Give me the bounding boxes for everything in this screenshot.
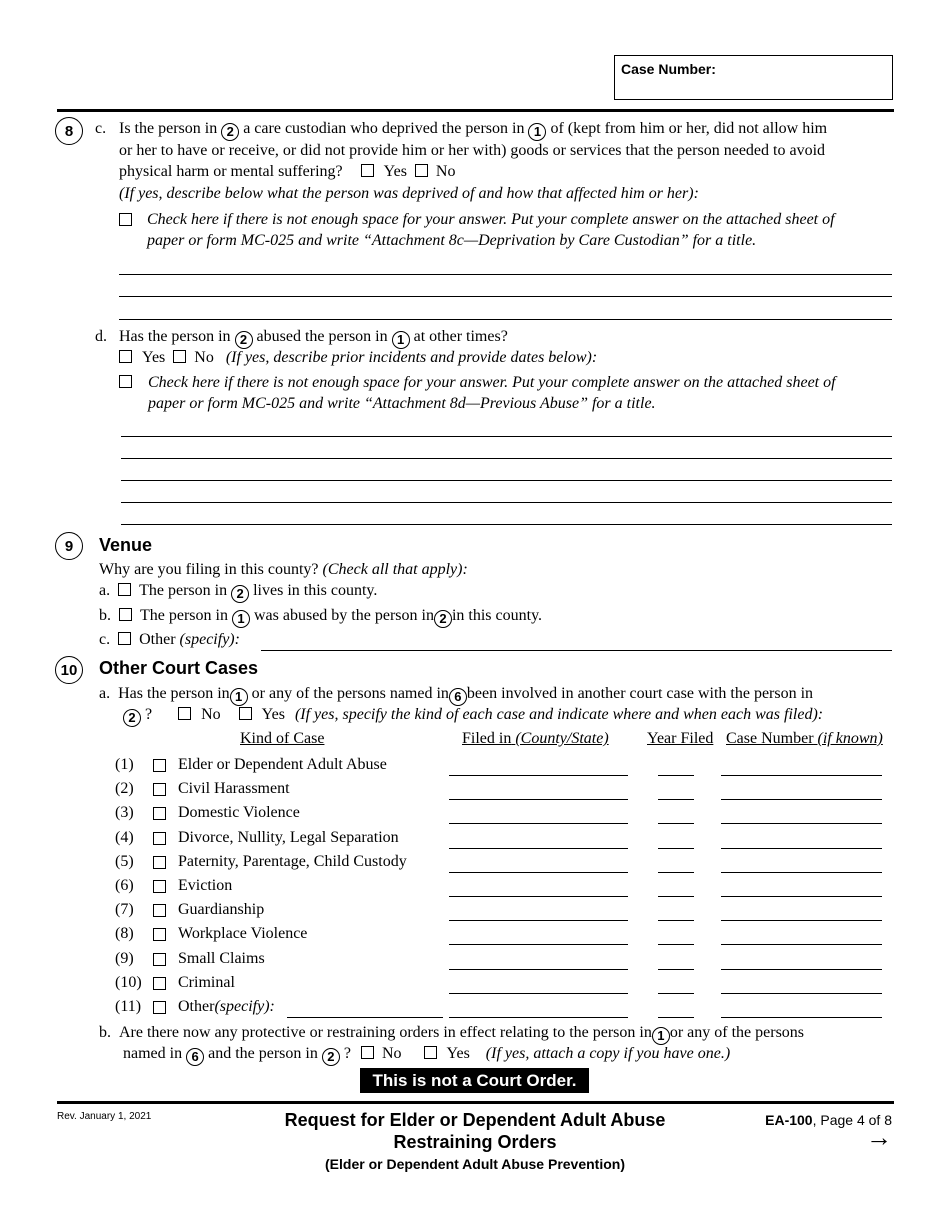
ref-6-badge: 6 [449, 688, 467, 706]
q8d-no-checkbox[interactable] [173, 350, 186, 363]
case-other-checkbox[interactable] [153, 1001, 166, 1014]
case-other-note: (specify): [214, 998, 275, 1015]
q9c-note: (specify): [179, 631, 240, 648]
q8d-text-b: abused the person in [256, 328, 388, 345]
case-filed-line[interactable] [449, 872, 628, 873]
case-row-label: Criminal [178, 974, 235, 991]
case-filed-line[interactable] [449, 799, 628, 800]
q9a-checkbox[interactable] [118, 583, 131, 596]
q8c-text-a: Is the person in [119, 120, 218, 137]
q10a-qmark: ? [145, 706, 153, 723]
q10b-text3: named in [123, 1045, 183, 1062]
q9-question-text: Why are you filing in this county? [99, 561, 319, 578]
q8d-yes-label: Yes [142, 349, 166, 366]
q9a-letter: a. [99, 582, 111, 599]
case-row-label: Eviction [178, 877, 233, 894]
q9c-letter: c. [99, 631, 111, 648]
case-number-box[interactable] [614, 55, 893, 100]
q8c-text-line3: physical harm or mental suffering? [119, 163, 343, 180]
footer-title-2: Restraining Orders [393, 1132, 557, 1152]
case-row-label: Guardianship [178, 901, 265, 918]
q9-question [99, 561, 468, 579]
ref-1-badge: 1 [392, 331, 410, 349]
case-row-other [115, 998, 141, 1016]
case-row-checkbox[interactable] [153, 904, 166, 917]
q9b-checkbox[interactable] [119, 608, 132, 621]
q9b-text1: The person in [140, 607, 228, 624]
case-row-checkbox[interactable] [153, 880, 166, 893]
q8d-letter: d. [95, 328, 107, 345]
case-row-number: (4) [115, 829, 134, 846]
case-year-line[interactable] [658, 823, 694, 824]
ref-2-badge: 2 [434, 610, 452, 628]
q8d-question [119, 328, 508, 349]
q8d-text-a: Has the person in [119, 328, 231, 345]
case-row-number: (7) [115, 901, 134, 918]
case-row-checkbox[interactable] [153, 928, 166, 941]
q10b-line2 [123, 1045, 730, 1066]
case-number-line[interactable] [721, 775, 882, 776]
q8d-answer-line[interactable] [121, 458, 892, 459]
ref-1-badge: 1 [232, 610, 250, 628]
case-row-number: (6) [115, 877, 134, 894]
section-9-number-text: 9 [64, 537, 74, 555]
q10a-letter: a. [99, 685, 111, 702]
case-row-number: (8) [115, 925, 134, 942]
case-other-label [178, 998, 275, 1016]
case-filed-line[interactable] [449, 993, 628, 994]
q8d-answer-line[interactable] [121, 524, 892, 525]
q10b-line1 [99, 1024, 804, 1045]
case-year-line[interactable] [658, 799, 694, 800]
q9a-text2: lives in this county. [253, 582, 378, 599]
q10b-instruction: (If yes, attach a copy if you have one.) [485, 1045, 731, 1062]
q10a-no-checkbox[interactable] [178, 707, 191, 720]
footer-page-number: , Page 4 of 8 [812, 1112, 892, 1128]
q10b-qmark: ? [343, 1045, 351, 1062]
q8d-answer-line[interactable] [121, 502, 892, 503]
case-row-checkbox[interactable] [153, 832, 166, 845]
q10a-text2: or any of the persons named in [251, 685, 449, 702]
case-filed-line[interactable] [449, 944, 628, 945]
ref-2-badge: 2 [221, 123, 239, 141]
q8d-space-checkbox[interactable] [119, 375, 132, 388]
case-filed-line[interactable] [449, 1017, 628, 1018]
q9b-text2: was abused by the person in [253, 607, 434, 624]
case-number-line[interactable] [721, 872, 882, 873]
footer-rev: Rev. January 1, 2021 [57, 1111, 152, 1122]
q10b-yes-label: Yes [446, 1045, 470, 1062]
case-other-specify-line[interactable] [287, 1017, 443, 1018]
case-year-line[interactable] [658, 993, 694, 994]
case-year-line[interactable] [658, 775, 694, 776]
q9a-text1: The person in [139, 582, 228, 599]
q9b-text3: in this county. [451, 607, 543, 624]
q10a-text3: been involved in another court case with the person in [466, 685, 814, 702]
ref-2-badge: 2 [123, 709, 141, 727]
case-row-number: (9) [115, 950, 134, 967]
col-header-filed-text: Filed in [462, 730, 512, 747]
case-filed-line[interactable] [449, 969, 628, 970]
ref-2-badge: 2 [231, 585, 249, 603]
case-number-line[interactable] [721, 799, 882, 800]
col-header-case [726, 730, 883, 748]
case-row-checkbox[interactable] [153, 783, 166, 796]
col-header-case-note: (if known) [817, 730, 883, 747]
section-8-number-text: 8 [64, 122, 74, 140]
footer-form-id: EA-100 [765, 1112, 813, 1128]
q10b-yes-checkbox[interactable] [424, 1046, 437, 1059]
case-filed-line[interactable] [449, 848, 628, 849]
q9-option-a [99, 582, 377, 603]
ref-1-badge: 1 [652, 1027, 670, 1045]
q9-question-note: (Check all that apply): [322, 561, 468, 578]
q8c-line1 [119, 120, 827, 141]
q10a-yes-label: Yes [261, 706, 285, 723]
ref-2-badge: 2 [235, 331, 253, 349]
q10a-yes-checkbox[interactable] [239, 707, 252, 720]
q10b-text1: Are there now any protective or restraining orders in effect relating to the person in [119, 1024, 652, 1041]
q8c-space-checkbox[interactable] [119, 213, 132, 226]
q10b-no-label: No [381, 1045, 402, 1062]
footer-rule [57, 1101, 894, 1104]
next-page-arrow-icon[interactable]: → [866, 1122, 892, 1152]
col-header-filed-note: (County/State) [515, 730, 609, 747]
q10a-line2 [123, 706, 823, 727]
case-year-line[interactable] [658, 848, 694, 849]
case-year-line[interactable] [658, 920, 694, 921]
q8c-answer-line[interactable] [119, 274, 892, 275]
q8c-text-b: a care custodian who deprived the person in [243, 120, 525, 137]
case-filed-line[interactable] [449, 896, 628, 897]
top-rule [57, 109, 894, 112]
case-filed-line[interactable] [449, 920, 628, 921]
q9c-specify-line[interactable] [261, 650, 892, 651]
ref-6-badge: 6 [186, 1048, 204, 1066]
col-header-kind: Kind of Case [240, 730, 325, 747]
q8d-text-c: at other times? [413, 328, 508, 345]
q10b-letter: b. [99, 1024, 111, 1041]
q8d-yes-checkbox[interactable] [119, 350, 132, 363]
case-number-line[interactable] [721, 1017, 882, 1018]
section-8-number [55, 117, 83, 145]
ref-1-badge: 1 [230, 688, 248, 706]
col-header-case-text: Case Number [726, 730, 814, 747]
section-9-number [55, 532, 83, 560]
case-number-line[interactable] [721, 944, 882, 945]
case-number-line[interactable] [721, 896, 882, 897]
case-year-line[interactable] [658, 969, 694, 970]
case-year-line[interactable] [658, 944, 694, 945]
q8d-space-line2: paper or form MC-025 and write “Attachment 8d—Previous Abuse” for a title. [148, 395, 656, 412]
case-row-label: Elder or Dependent Adult Abuse [178, 756, 387, 773]
q8c-no-checkbox[interactable] [415, 164, 428, 177]
case-row-label: Domestic Violence [178, 804, 300, 821]
q8c-text-c: of (kept from him or her, did not allow him [550, 120, 828, 137]
not-court-order-banner: This is not a Court Order. [360, 1068, 589, 1093]
case-row-checkbox[interactable] [153, 977, 166, 990]
q8d-instruction: (If yes, describe prior incidents and provide dates below): [225, 349, 598, 366]
q8c-space-line2: paper or form MC-025 and write “Attachment 8c—Deprivation by Care Custodian” for a title. [147, 232, 757, 249]
case-row-label: Workplace Violence [178, 925, 308, 942]
q9c-text: Other [139, 631, 176, 648]
q8d-answer-line[interactable] [121, 480, 892, 481]
section-10-title: Other Court Cases [99, 658, 259, 678]
ref-2-badge: 2 [322, 1048, 340, 1066]
q10a-line1 [99, 685, 813, 706]
q9b-letter: b. [99, 607, 111, 624]
section-10-number-text: 10 [60, 661, 78, 679]
q10a-text1: Has the person in [118, 685, 230, 702]
case-filed-line[interactable] [449, 775, 628, 776]
case-number-line[interactable] [721, 969, 882, 970]
case-row-number: (11) [115, 998, 142, 1015]
q8d-answer-line[interactable] [121, 436, 892, 437]
case-number-line[interactable] [721, 993, 882, 994]
case-row-number: (5) [115, 853, 134, 870]
q8c-instruction: (If yes, describe below what the person was deprived of and how that affected him or her): [119, 185, 699, 202]
footer-subtitle: (Elder or Dependent Adult Abuse Prevention) [325, 1156, 625, 1172]
case-row-checkbox[interactable] [153, 759, 166, 772]
case-number-line[interactable] [721, 848, 882, 849]
q8d-answer-row [119, 349, 597, 367]
case-other-text: Other [178, 998, 215, 1015]
ref-1-badge: 1 [528, 123, 546, 141]
q10a-no-label: No [201, 706, 221, 723]
case-row-checkbox[interactable] [153, 807, 166, 820]
q8c-space-line1: Check here if there is not enough space for your answer. Put your complete answer on the attached sheet of [147, 211, 835, 228]
q8c-yes-label: Yes [383, 163, 407, 180]
case-row-checkbox[interactable] [153, 856, 166, 869]
case-row-label: Paternity, Parentage, Child Custody [178, 853, 407, 870]
case-row-label: Divorce, Nullity, Legal Separation [178, 829, 399, 846]
q8c-yes-checkbox[interactable] [361, 164, 374, 177]
case-row-checkbox[interactable] [153, 953, 166, 966]
q8c-line2: or her to have or receive, or did not provide him or her with) goods or services that the person needed to avoid [119, 142, 826, 159]
case-row-label: Civil Harassment [178, 780, 290, 797]
q10b-text2: or any of the persons [669, 1024, 805, 1041]
case-year-line[interactable] [658, 1017, 694, 1018]
case-number-line[interactable] [721, 823, 882, 824]
q9-option-b [99, 607, 542, 628]
q8c-line3 [119, 163, 455, 181]
q10b-no-checkbox[interactable] [361, 1046, 374, 1059]
case-number-label: Case Number: [621, 61, 716, 77]
col-header-year: Year Filed [647, 730, 714, 747]
q8d-no-label: No [194, 349, 214, 366]
case-row-number: (1) [115, 756, 134, 773]
section-9-title: Venue [99, 535, 153, 555]
col-header-filed [462, 730, 609, 748]
q10b-text4: and the person in [208, 1045, 318, 1062]
q9-option-c [99, 631, 240, 649]
case-row-label: Small Claims [178, 950, 265, 967]
case-number-line[interactable] [721, 920, 882, 921]
q8d-space-line1: Check here if there is not enough space for your answer. Put your complete answer on the attached sheet of [148, 374, 836, 391]
case-row-number: (3) [115, 804, 134, 821]
case-row-number: (2) [115, 780, 134, 797]
q9c-checkbox[interactable] [118, 632, 131, 645]
q8c-letter: c. [95, 120, 107, 137]
case-year-line[interactable] [658, 896, 694, 897]
case-year-line[interactable] [658, 872, 694, 873]
q10a-instruction: (If yes, specify the kind of each case and indicate where and when each was filed): [294, 706, 824, 723]
q8c-answer-line[interactable] [119, 319, 892, 320]
case-row-number: (10) [115, 974, 142, 991]
section-10-number [55, 656, 83, 684]
q8c-answer-line[interactable] [119, 296, 892, 297]
case-filed-line[interactable] [449, 823, 628, 824]
footer-title-1: Request for Elder or Dependent Adult Abuse [284, 1110, 666, 1130]
q8c-no-label: No [435, 163, 456, 180]
